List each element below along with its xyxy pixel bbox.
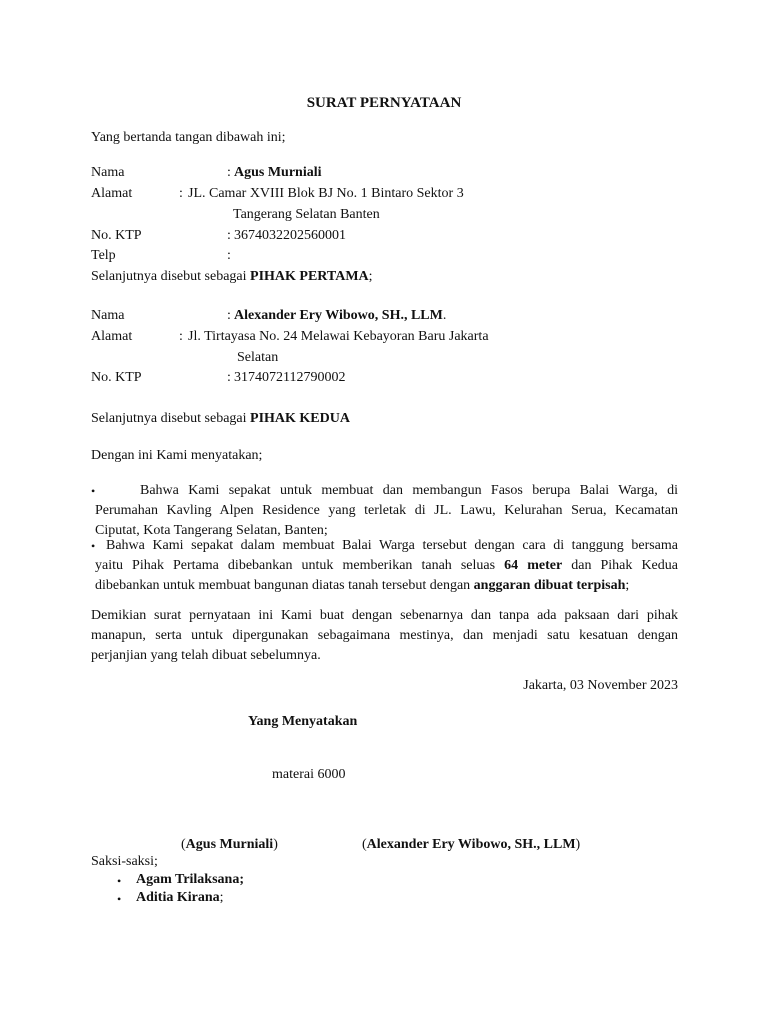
signatory-first [181,836,278,854]
paren-open: ( [181,837,186,852]
witness-second [136,889,224,907]
paren-close: ) [273,837,278,852]
address-colon: : [179,329,183,344]
statement-one-line2: Perumahan Kavling Alpen Residence yang terletak di JL. Lawu, Kelurahan Serua, Kecamatan [95,503,678,518]
intro-text: Yang bertanda tangan dibawah ini; [91,130,286,145]
second-party-address-line1: Jl. Tirtayasa No. 24 Melawai Kebayoran Baru Jakarta [188,329,489,344]
statement-two-line2 [95,556,678,576]
statement-one-line1: Bahwa Kami sepakat untuk membuat dan membangun Fasos berupa Balai Warga, di [140,483,678,498]
name-label: Nama [91,308,125,323]
designation-prefix: Selanjutnya disebut sebagai [91,269,251,284]
second-party-ktp: 3174072112790002 [234,370,346,385]
paren-open: ( [362,837,367,852]
address-label: Alamat [91,186,133,201]
designation-pihak-kedua: PIHAK KEDUA [250,411,350,426]
statement-two-line1: Bahwa Kami sepakat dalam membuat Balai Warga tersebut dengan cara di tanggung bersama [106,538,678,553]
stamp-placeholder: materai 6000 [272,767,346,782]
address-colon: : [179,186,183,201]
second-party-name-suffix: . [442,308,447,323]
address-label: Alamat [91,329,133,344]
bullet-icon: • [91,484,96,498]
first-party-name: Agus Murniali [234,165,322,180]
first-party-designation [91,268,373,286]
witness-second-name: Aditia Kirana [136,890,220,905]
name-label: Nama [91,165,125,180]
statement-one [95,481,678,541]
second-party-address-line2: Selatan [237,350,279,365]
signature-heading: Yang Menyatakan [248,714,358,729]
declaration-intro: Dengan ini Kami menyatakan; [91,448,263,463]
phone-label: Telp [91,248,116,263]
statement-two-line2-pre: yaitu Pihak Pertama dibebankan untuk memberikan tanah seluas [95,558,505,573]
second-party-designation [91,410,350,428]
bullet-icon: • [117,874,122,888]
ktp-label: No. KTP [91,370,142,385]
closing-line3: perjanjian yang telah dibuat sebelumnya. [91,648,321,663]
second-party-name [234,307,446,325]
statement-two-line3-pre: dibebankan untuk membuat bangunan diatas tanah tersebut dengan [95,578,474,593]
first-party-ktp: 3674032202560001 [234,228,346,243]
signatory-second-name: Alexander Ery Wibowo, SH., LLM [366,837,576,852]
phone-colon: : [227,248,231,263]
place-date: Jakarta, 03 November 2023 [523,678,678,693]
first-party-address-line2: Tangerang Selatan Banten [233,207,380,222]
statement-one-line3: Ciputat, Kota Tangerang Selatan, Banten; [95,523,328,538]
signatory-first-name: Agus Murniali [185,837,274,852]
first-party-address-line1: JL. Camar XVIII Blok BJ No. 1 Bintaro Sektor 3 [188,186,464,201]
closing-line2: manapun, serta untuk dipergunakan sebagaimana mestinya, dan menjadi satu kesatuan dengan [91,628,678,643]
ktp-colon: : [227,228,231,243]
designation-suffix: ; [368,269,373,284]
statement-two-line2-post: dan Pihak Kedua [562,558,678,573]
second-party-name-text: Alexander Ery Wibowo, SH., LLM [234,308,443,323]
bullet-icon: • [91,539,96,553]
paren-close: ) [575,837,581,852]
bullet-icon: • [117,892,122,906]
document-title: SURAT PERNYATAAN [306,95,462,111]
designation-pihak-pertama: PIHAK PERTAMA [250,269,369,284]
statement-two-line3 [95,576,678,596]
name-colon: : [227,165,231,180]
statement-two [95,536,678,596]
designation-prefix: Selanjutnya disebut sebagai [91,411,251,426]
name-colon: : [227,308,231,323]
closing-line1: Demikian surat pernyataan ini Kami buat dengan sebenarnya dan tanpa ada paksaan dari pihak [91,608,678,623]
ktp-label: No. KTP [91,228,142,243]
closing-paragraph [91,606,678,666]
signatory-second [362,836,580,854]
witness-first: Agam Trilaksana; [136,872,244,887]
budget-note: anggaran dibuat terpisah [473,578,626,593]
land-area-value: 64 meter [504,558,563,573]
statement-two-line3-post: ; [625,578,630,593]
witnesses-heading: Saksi-saksi; [91,854,158,869]
ktp-colon: : [227,370,231,385]
witness-second-suffix: ; [219,890,224,905]
